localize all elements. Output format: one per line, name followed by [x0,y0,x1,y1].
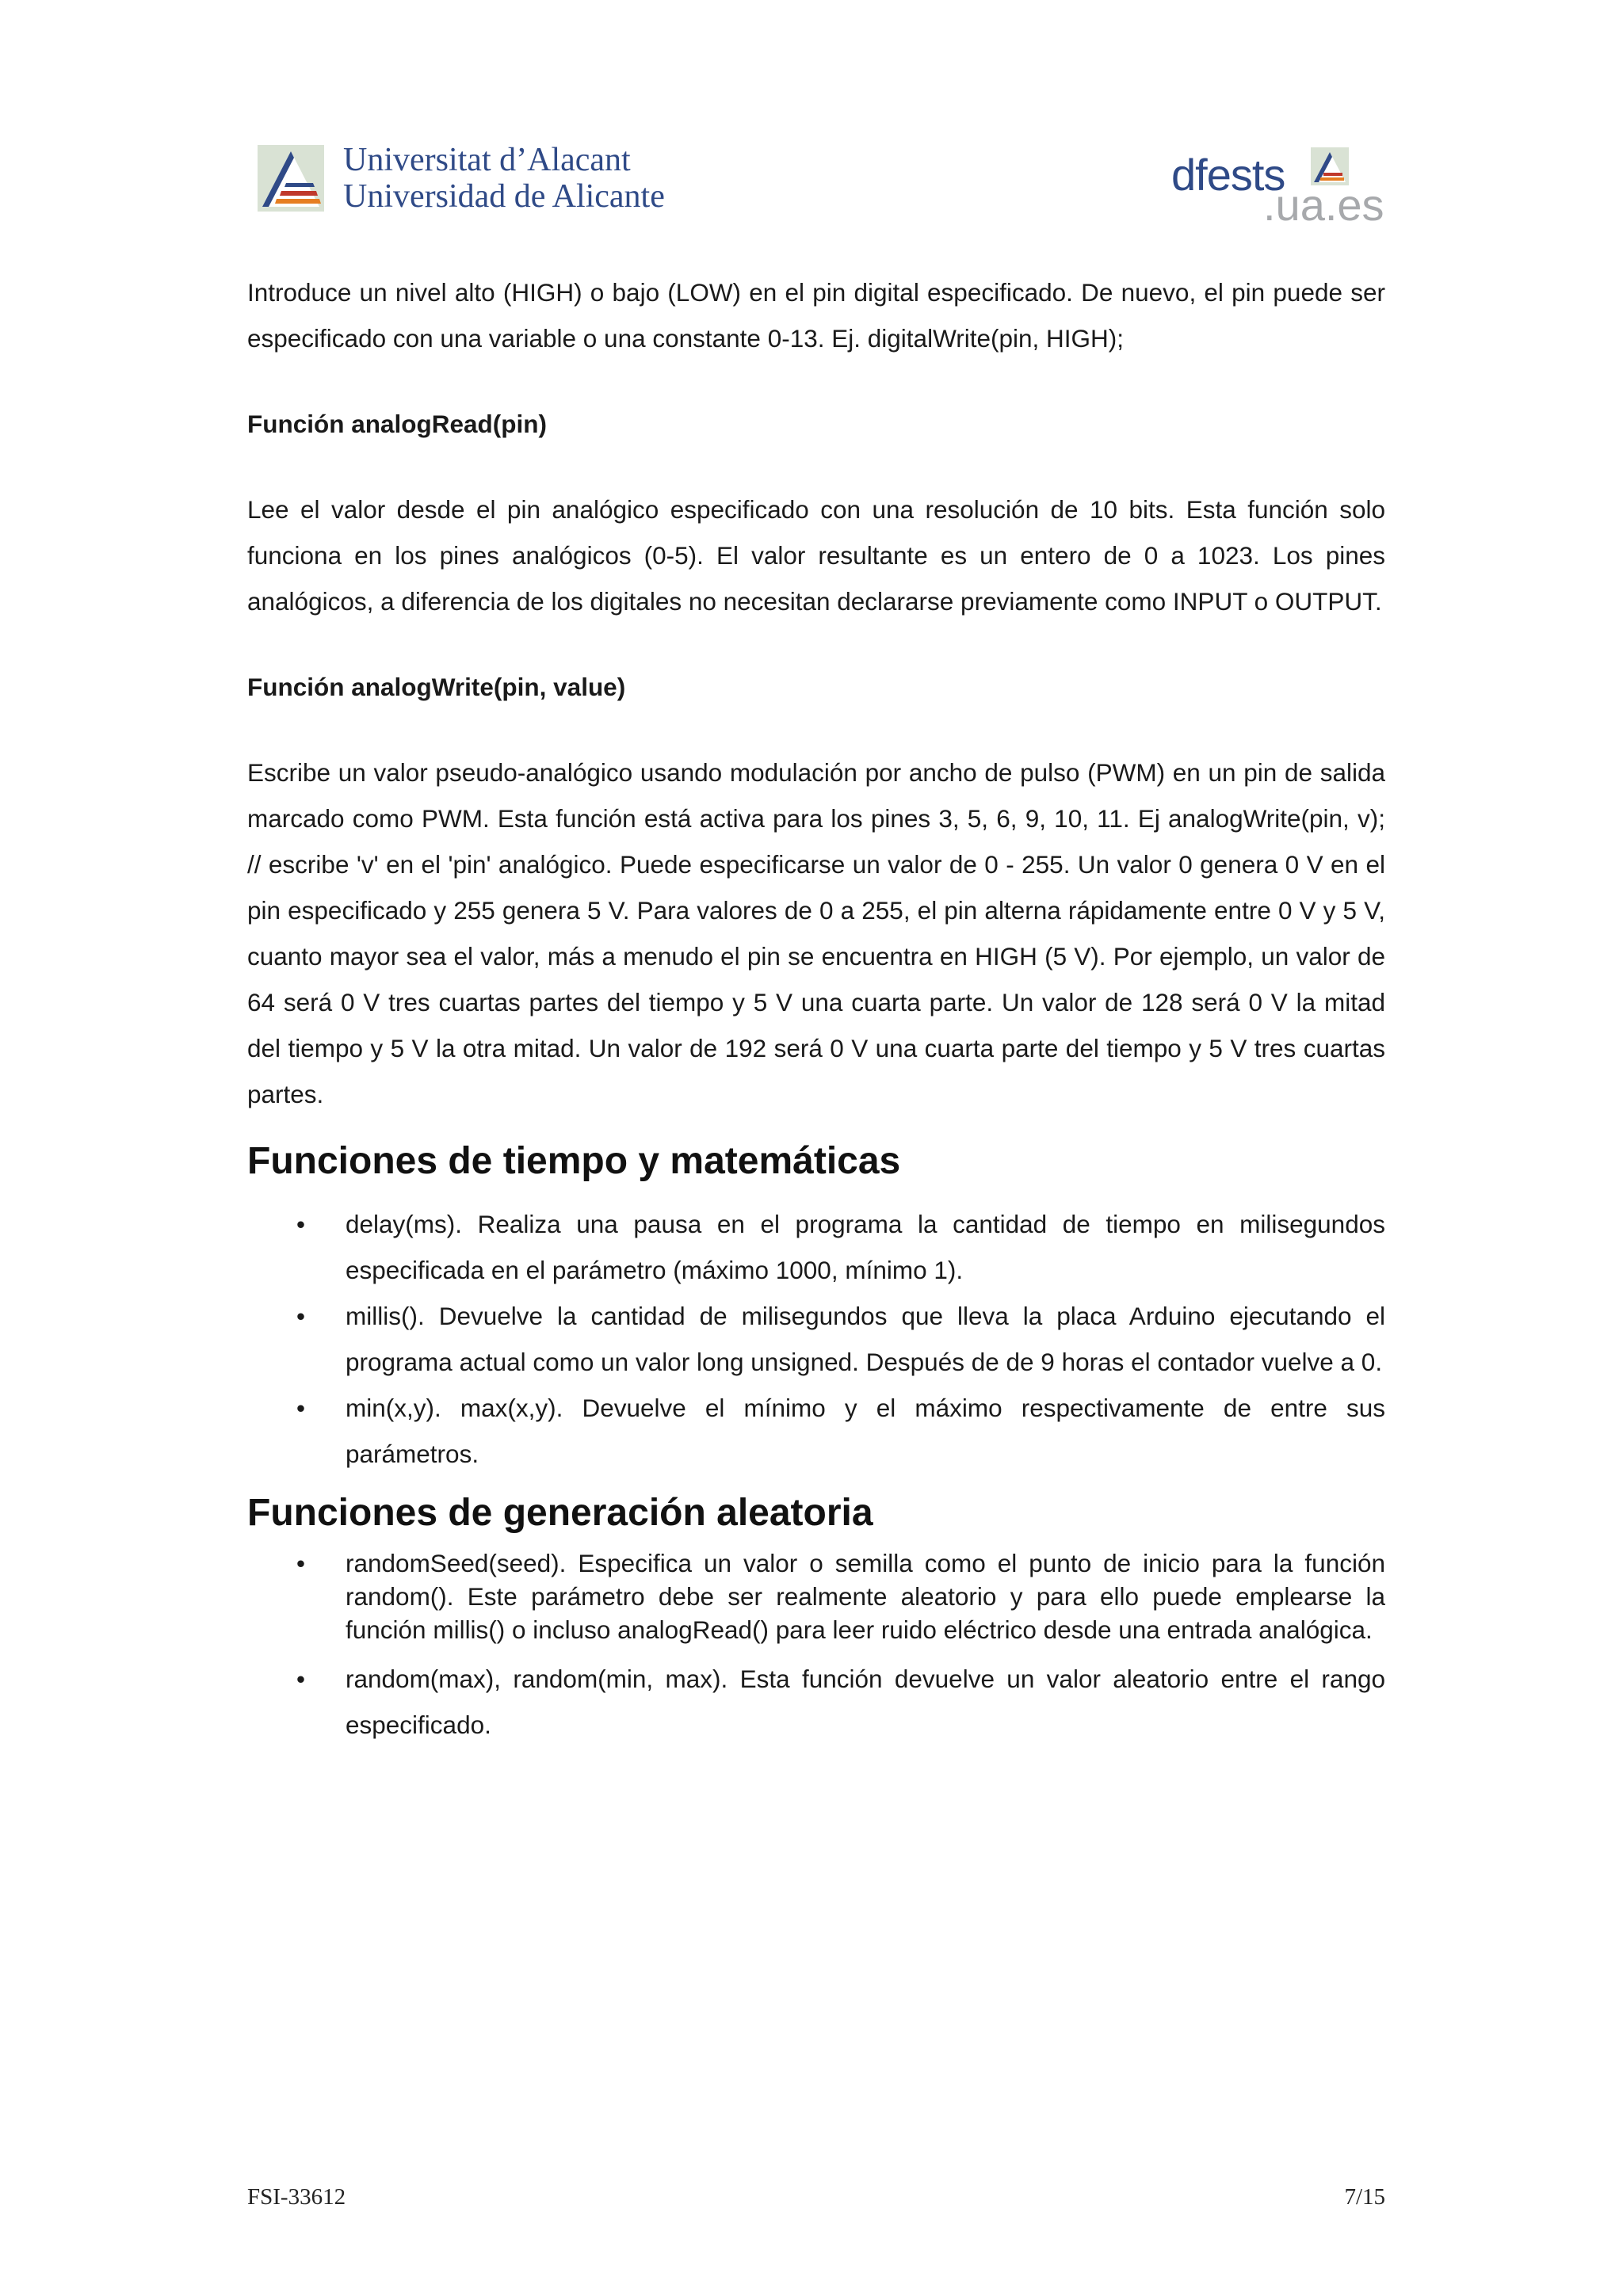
list-item [247,1656,1385,1748]
list-item [247,1547,1385,1646]
list-item-text: min(x,y). max(x,y). Devuelve el mínimo y el máximo respectivamente de entre sus parámetros. [346,1394,1385,1468]
list-item-text: delay(ms). Realiza una pausa en el programa la cantidad de tiempo en milisegundos especificada en el parámetro (máximo 1000, mínimo 1). [346,1210,1385,1284]
paragraph-analogwrite: Escribe un valor pseudo-analógico usando modulación por ancho de pulso (PWM) en un pin de salida marcado como PWM. Esta función está activa para los pines 3, 5, 6, 9, 10, 11. Ej analogWrite(pin, v); // escribe 'v' en el 'pin' analógico. Puede especificarse un valor de 0 - 255. Un valor 0 genera 0 V en el pin especificado y 255 genera 5 V. Para valores de 0 a 255, el pin alterna rápidamente entre 0 V y 5 V, cuanto mayor sea el valor, más a menudo el pin se encuentra en HIGH (5 V). Por ejemplo, un valor de 64 será 0 V tres cuartas partes del tiempo y 5 V una cuarta parte. Un valor de 128 será 0 V la mitad del tiempo y 5 V la otra mitad. Un valor de 192 será 0 V una cuarta parte del tiempo y 5 V tres cuartas partes. [247,758,1385,1108]
paragraph-digitalwrite: Introduce un nivel alto (HIGH) o bajo (LOW) en el pin digital especificado. De nuevo, el pin puede ser especificado con una variable o una constante 0-13. Ej. digitalWrite(pin, HIGH); [247,278,1385,353]
bullet-icon: • [296,1665,306,1693]
bullet-icon: • [296,1210,306,1238]
university-name-spanish: Universidad de Alicante [343,178,665,215]
dfests-logo [1171,143,1384,230]
dfests-domain: .ua.es [1263,180,1384,230]
list-aleatoria [247,1547,1385,1748]
list-item-text: random(max), random(min, max). Esta función devuelve un valor aleatorio entre el rango especificado. [346,1665,1385,1739]
bullet-icon: • [296,1394,306,1422]
university-emblem-icon [258,145,324,212]
section-heading-tiempo: Funciones de tiempo y matemáticas [247,1140,901,1182]
heading-analogwrite: Función analogWrite(pin, value) [247,673,626,701]
university-logo [258,143,665,214]
bullet-icon: • [296,1302,306,1330]
list-item-text: millis(). Devuelve la cantidad de milisegundos que lleva la placa Arduino ejecutando el programa actual como un valor long unsigned. Después de de 9 horas el contador vuelve a 0. [346,1302,1385,1376]
paragraph-analogread: Lee el valor desde el pin analógico especificado con una resolución de 10 bits. Esta función solo funciona en los pines analógicos (0-5). El valor resultante es un entero de 0 a 1023. Los pines analógicos, a diferencia de los digitales no necesitan declararse previamente como INPUT o OUTPUT. [247,495,1385,616]
list-tiempo [247,1201,1385,1477]
footer-document-code: FSI-33612 [247,2184,346,2210]
dfests-wordmark: dfests [1171,150,1285,200]
document-body [247,269,1385,1748]
university-name-valencian: Universitat d’Alacant [343,142,631,178]
section-heading-aleatoria: Funciones de generación aleatoria [247,1492,873,1534]
university-name [343,142,665,215]
list-item [247,1293,1385,1385]
footer-page-number: 7/15 [1344,2184,1385,2210]
list-item [247,1201,1385,1293]
heading-analogread: Función analogRead(pin) [247,410,547,438]
list-item-text: randomSeed(seed). Especifica un valor o semilla como el punto de inicio para la función random(). Este parámetro debe ser realmente aleatorio y para ello puede emplearse la función millis() o incluso analogRead() para leer ruido eléctrico desde una entrada analógica. [346,1549,1385,1644]
bullet-icon: • [296,1549,306,1577]
list-item [247,1385,1385,1477]
